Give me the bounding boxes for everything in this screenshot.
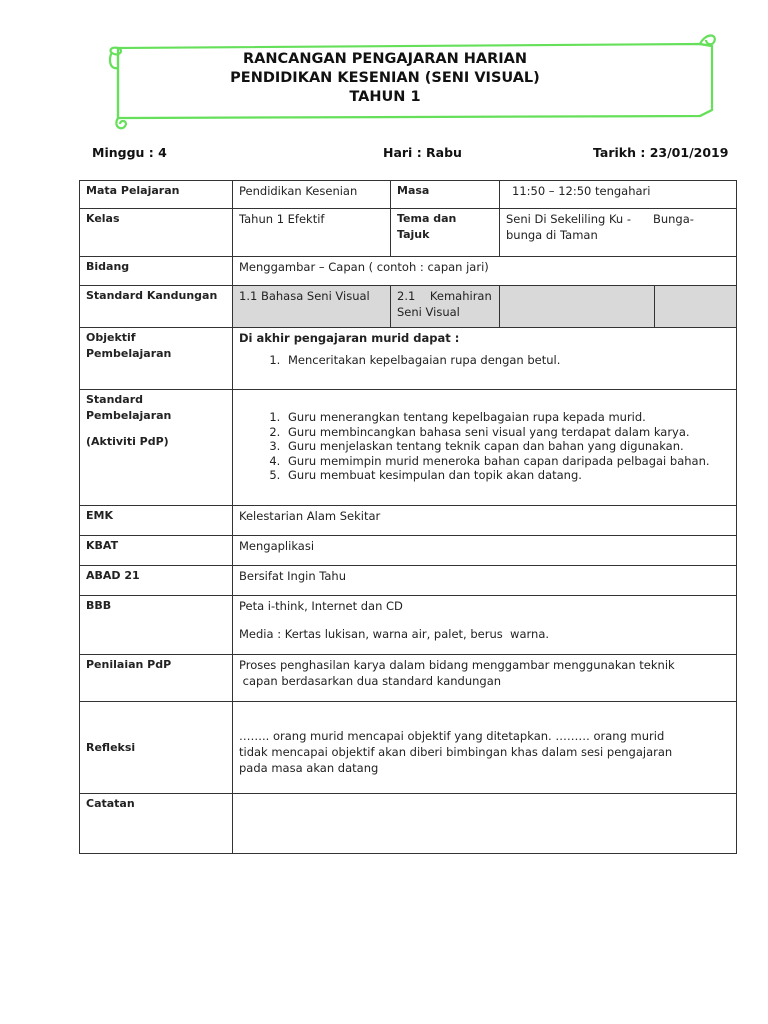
abad21-label: ABAD 21 [80,566,233,596]
objektif-value [233,328,737,390]
kelas-label: Kelas [80,209,233,257]
sk2-line-2: Seni Visual [397,305,460,319]
table-row [80,181,737,209]
kelas-value: Tahun 1 Efektif [233,209,391,257]
bidang-value: Menggambar – Capan ( contoh : capan jari) [233,257,737,286]
objektif-label [80,328,233,390]
standard-pembelajaran-value [233,390,737,506]
refleksi-line-1: …….. orang murid mencapai objektif yang ditetapkan. ……… orang murid [239,728,665,743]
penilaian-value [233,655,737,702]
standard-kandungan-empty [500,286,655,328]
table-row [80,596,737,655]
table-row [80,536,737,566]
tema-value [500,209,737,257]
table-row [80,794,737,854]
penilaian-line-1: Proses penghasilan karya dalam bidang menggambar menggunakan teknik [239,658,675,672]
standard-kandungan-label: Standard Kandungan [80,286,233,328]
title-line-2: PENDIDIKAN KESENIAN (SENI VISUAL) [230,70,540,86]
objektif-label-line-2: Pembelajaran [86,347,172,360]
penilaian-label: Penilaian PdP [80,655,233,702]
penilaian-line-2: capan berdasarkan dua standard kandungan [239,674,502,688]
abad21-value: Bersifat Ingin Tahu [233,566,737,596]
standard-kandungan-1: 1.1 Bahasa Seni Visual [233,286,391,328]
table-row [80,506,737,536]
title-line-3: TAHUN 1 [349,89,421,105]
bbb-value [233,596,737,655]
refleksi-value [233,702,737,794]
refleksi-line-3: pada masa akan datang [239,760,379,775]
tema-label [391,209,500,257]
minggu-label: Minggu : 4 [92,145,167,160]
tema-value-line-2: bunga di Taman [506,228,598,242]
table-row [80,257,737,286]
standard-kandungan-empty [655,286,737,328]
objektif-intro: Di akhir pengajaran murid dapat : [239,331,460,345]
sp-label-line-3: (Aktiviti PdP) [86,435,169,448]
table-row [80,209,737,257]
sp-label-line-2: Pembelajaran [86,409,172,422]
list-item: 1. Guru menerangkan tentang kepelbagaian rupa kepada murid. [284,410,730,425]
bbb-line-1: Peta i-think, Internet dan CD [239,599,403,613]
emk-label: EMK [80,506,233,536]
objektif-label-line-1: Objektif [86,331,136,344]
standard-pembelajaran-label [80,390,233,506]
table-row [80,390,737,506]
title-line-1: RANCANGAN PENGAJARAN HARIAN [242,51,528,67]
lesson-plan-table [79,180,737,854]
list-item: 4. Guru memimpin murid meneroka bahan capan daripada pelbagai bahan. [284,454,730,469]
hari-label: Hari : Rabu [383,145,462,160]
table-row [80,328,737,390]
refleksi-label: Refleksi [80,702,233,794]
bbb-label: BBB [80,596,233,655]
list-item: 3. Guru menjelaskan tentang teknik capan dan bahan yang digunakan. [284,439,730,454]
masa-value: 11:50 – 12:50 tengahari [500,181,737,209]
list-item: 1. Menceritakan kepelbagaian rupa dengan betul. [284,353,730,368]
sk2-line-1: 2.1 Kemahiran [397,289,492,303]
kbat-label: KBAT [80,536,233,566]
tarikh-label: Tarikh : 23/01/2019 [593,145,729,160]
bbb-line-2: Media : Kertas lukisan, warna air, palet, berus warna. [239,627,550,641]
masa-label: Masa [391,181,500,209]
standard-kandungan-2 [391,286,500,328]
table-row [80,286,737,328]
emk-value: Kelestarian Alam Sekitar [233,506,737,536]
tema-label-line-1: Tema dan [397,212,457,225]
list-item: 5. Guru membuat kesimpulan dan topik akan datang. [284,468,730,483]
table-row [80,566,737,596]
bidang-label: Bidang [80,257,233,286]
tema-label-line-2: Tajuk [397,228,430,241]
list-item: 2. Guru membincangkan bahasa seni visual yang terdapat dalam karya. [284,425,730,440]
sp-label-line-1: Standard [86,393,144,406]
catatan-label: Catatan [80,794,233,854]
mata-pelajaran-value: Pendidikan Kesenian [233,181,391,209]
kbat-value: Mengaplikasi [233,536,737,566]
mata-pelajaran-label: Mata Pelajaran [80,181,233,209]
catatan-value [233,794,737,854]
tema-value-line-1: Seni Di Sekeliling Ku - Bunga- [506,212,694,226]
title-scroll-banner [0,0,768,140]
page-title [120,50,650,107]
refleksi-line-2: tidak mencapai objektif akan diberi bimbingan khas dalam sesi pengajaran [239,744,673,759]
table-row [80,655,737,702]
table-row [80,702,737,794]
